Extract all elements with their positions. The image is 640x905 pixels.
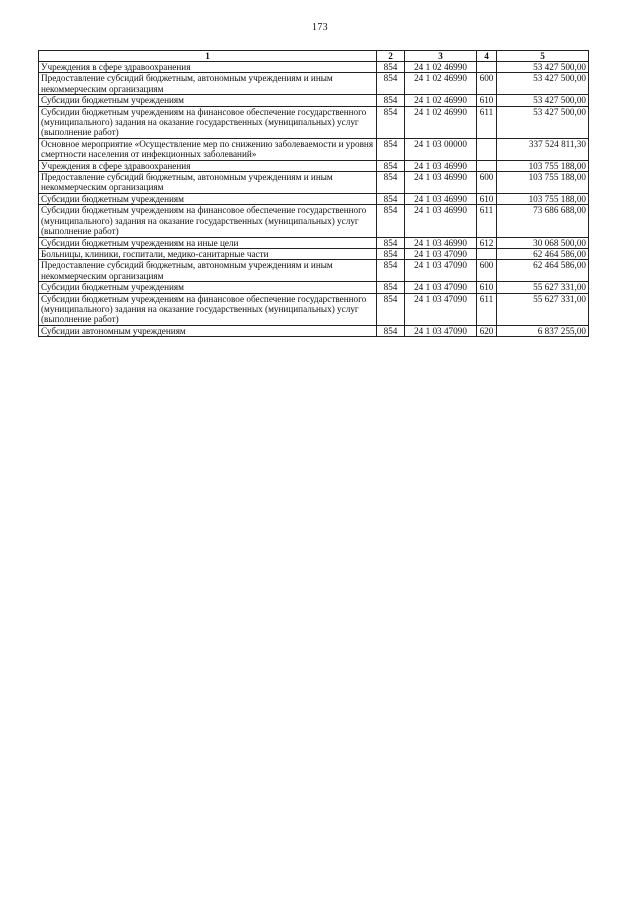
row-amount: 53 427 500,00 [497,95,589,106]
row-amount: 62 464 586,00 [497,260,589,282]
table-body [39,62,589,337]
header-col-1: 1 [39,51,377,62]
row-name: Субсидии бюджетным учреждениям на финансовое обеспечение государственного (муниципального) задания на оказание государственных (муниципальных) услуг (выполнение работ) [39,106,377,138]
row-target-article: 24 1 02 46990 [405,73,477,95]
row-target-article: 24 1 03 47090 [405,248,477,259]
row-amount: 55 627 331,00 [497,293,589,325]
header-row [39,51,589,62]
header-col-2: 2 [377,51,405,62]
row-name: Субсидии бюджетным учреждениям [39,193,377,204]
row-target-article: 24 1 03 46990 [405,160,477,171]
row-target-article: 24 1 03 46990 [405,205,477,237]
table-row [39,73,589,95]
row-department-code: 854 [377,73,405,95]
row-expense-type [477,138,497,160]
row-name: Учреждения в сфере здравоохранения [39,160,377,171]
table-row [39,205,589,237]
row-department-code: 854 [377,62,405,73]
table-row [39,62,589,73]
row-department-code: 854 [377,205,405,237]
row-expense-type: 612 [477,237,497,248]
row-expense-type: 610 [477,282,497,293]
row-name: Субсидии бюджетным учреждениям [39,282,377,293]
row-department-code: 854 [377,282,405,293]
row-name: Основное мероприятие «Осуществление мер по снижению заболеваемости и уровня смертности населения от инфекционных заболеваний» [39,138,377,160]
row-target-article: 24 1 02 46990 [405,62,477,73]
header-col-5: 5 [497,51,589,62]
budget-table [38,50,589,337]
table-row [39,193,589,204]
row-expense-type: 611 [477,106,497,138]
row-expense-type [477,160,497,171]
table-row [39,138,589,160]
row-amount: 53 427 500,00 [497,106,589,138]
row-amount: 73 686 688,00 [497,205,589,237]
table-row [39,325,589,336]
row-department-code: 854 [377,193,405,204]
header-col-3: 3 [405,51,477,62]
table-header [39,51,589,62]
row-expense-type: 611 [477,293,497,325]
row-target-article: 24 1 03 47090 [405,325,477,336]
row-amount: 62 464 586,00 [497,248,589,259]
row-name: Субсидии автономным учреждениям [39,325,377,336]
row-name: Субсидии бюджетным учреждениям [39,95,377,106]
row-department-code: 854 [377,95,405,106]
table-row [39,248,589,259]
row-amount: 103 755 188,00 [497,160,589,171]
row-target-article: 24 1 02 46990 [405,106,477,138]
row-target-article: 24 1 03 47090 [405,293,477,325]
row-amount: 103 755 188,00 [497,172,589,194]
row-department-code: 854 [377,237,405,248]
table-row [39,172,589,194]
row-expense-type: 620 [477,325,497,336]
row-name: Предоставление субсидий бюджетным, автономным учреждениям и иным некоммерческим организациям [39,260,377,282]
row-target-article: 24 1 03 46990 [405,193,477,204]
row-target-article: 24 1 03 00000 [405,138,477,160]
row-amount: 53 427 500,00 [497,73,589,95]
row-name: Субсидии бюджетным учреждениям на финансовое обеспечение государственного (муниципального) задания на оказание государственных (муниципальных) услуг (выполнение работ) [39,293,377,325]
row-expense-type [477,248,497,259]
row-expense-type: 611 [477,205,497,237]
row-department-code: 854 [377,106,405,138]
row-department-code: 854 [377,160,405,171]
row-department-code: 854 [377,293,405,325]
row-department-code: 854 [377,325,405,336]
table-row [39,95,589,106]
row-amount: 53 427 500,00 [497,62,589,73]
row-name: Субсидии бюджетным учреждениям на финансовое обеспечение государственного (муниципального) задания на оказание государственных (муниципальных) услуг (выполнение работ) [39,205,377,237]
row-department-code: 854 [377,172,405,194]
table-row [39,260,589,282]
row-target-article: 24 1 03 46990 [405,172,477,194]
row-target-article: 24 1 03 47090 [405,282,477,293]
table-row [39,160,589,171]
row-expense-type: 600 [477,172,497,194]
row-target-article: 24 1 03 47090 [405,260,477,282]
row-department-code: 854 [377,260,405,282]
row-expense-type: 610 [477,95,497,106]
row-amount: 30 068 500,00 [497,237,589,248]
table-row [39,282,589,293]
page-number: 173 [312,22,328,33]
row-expense-type [477,62,497,73]
row-name: Субсидии бюджетным учреждениям на иные цели [39,237,377,248]
row-department-code: 854 [377,138,405,160]
row-amount: 55 627 331,00 [497,282,589,293]
row-amount: 337 524 811,30 [497,138,589,160]
row-target-article: 24 1 03 46990 [405,237,477,248]
table-row [39,237,589,248]
row-amount: 6 837 255,00 [497,325,589,336]
table-row [39,293,589,325]
row-expense-type: 600 [477,73,497,95]
row-name: Учреждения в сфере здравоохранения [39,62,377,73]
table-row [39,106,589,138]
row-name: Предоставление субсидий бюджетным, автономным учреждениям и иным некоммерческим организациям [39,73,377,95]
row-name: Больницы, клиники, госпитали, медико-санитарные части [39,248,377,259]
row-target-article: 24 1 02 46990 [405,95,477,106]
row-name: Предоставление субсидий бюджетным, автономным учреждениям и иным некоммерческим организациям [39,172,377,194]
row-amount: 103 755 188,00 [497,193,589,204]
row-expense-type: 610 [477,193,497,204]
row-expense-type: 600 [477,260,497,282]
row-department-code: 854 [377,248,405,259]
header-col-4: 4 [477,51,497,62]
